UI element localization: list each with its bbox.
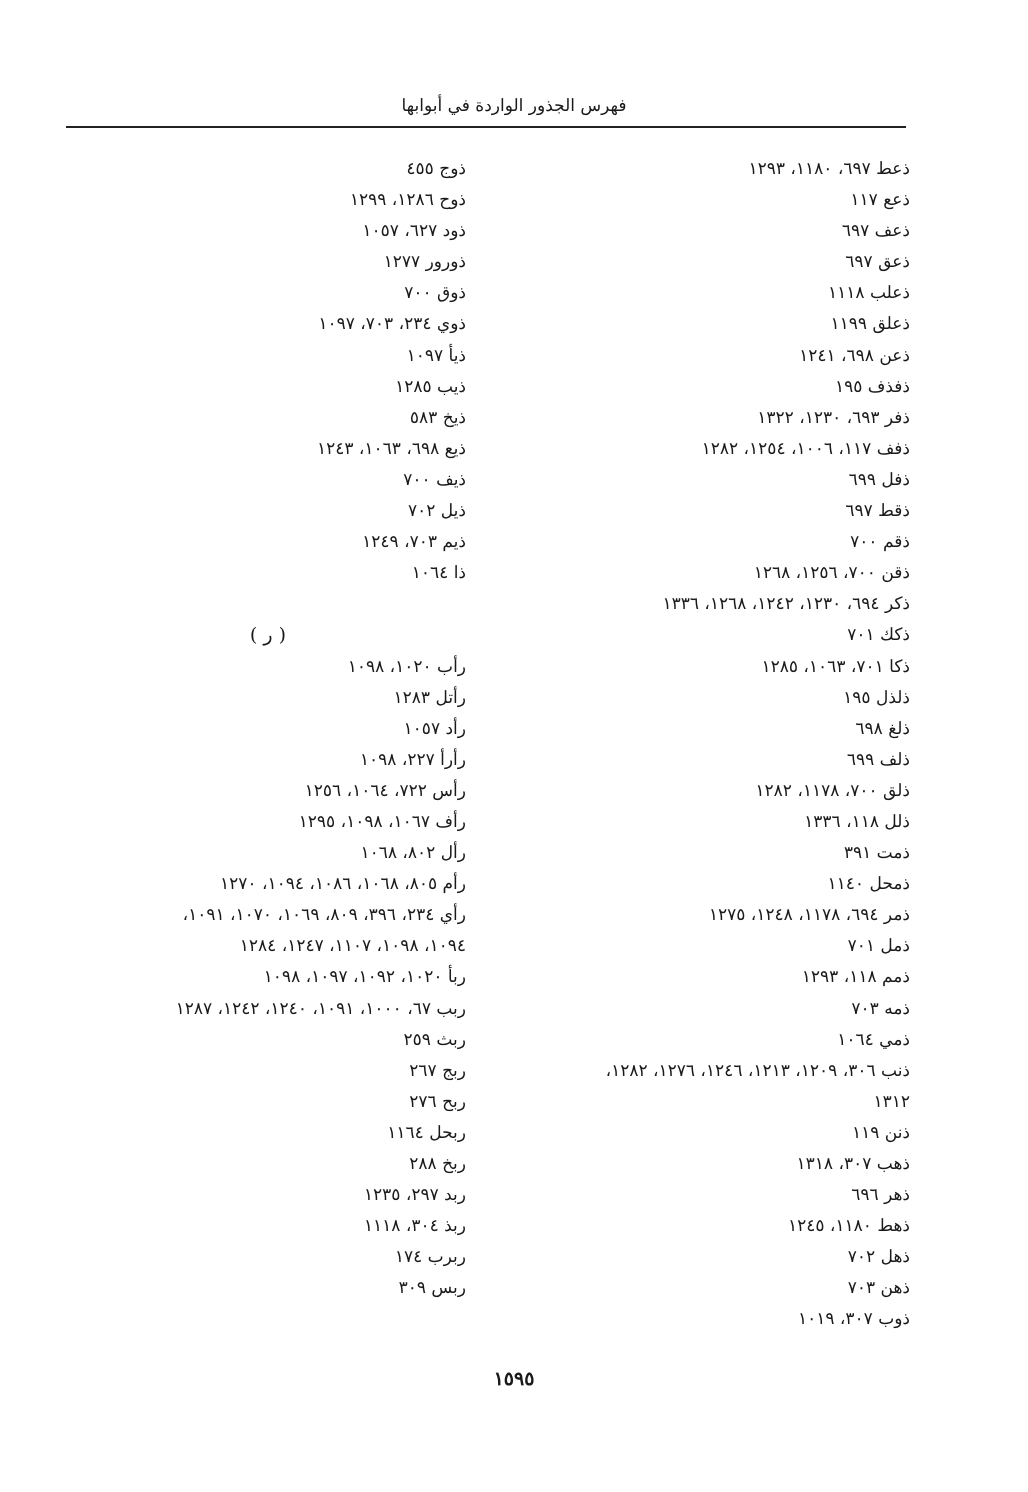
index-entry: ذيب ١٢٨٥	[395, 376, 466, 397]
index-entry: ربس ٣٠٩	[398, 1278, 466, 1299]
index-entry: ١٣١٢	[873, 1091, 910, 1112]
index-entry: ذكا ٧٠١، ١٠٦٣، ١٢٨٥	[761, 656, 910, 677]
index-entry: ذوق ٧٠٠	[404, 283, 466, 304]
index-entry: ذلذل ١٩٥	[843, 687, 910, 708]
index-entry: ربأ ١٠٢٠، ١٠٩٢، ١٠٩٧، ١٠٩٨	[263, 967, 466, 988]
index-entry: ذقم ٧٠٠	[850, 532, 910, 553]
index-entry: ذوي ٢٣٤، ٧٠٣، ١٠٩٧	[318, 314, 466, 335]
index-entry: ذعع ١١٧	[850, 190, 910, 211]
index-entry: ذعف ٦٩٧	[841, 221, 910, 242]
section-spacer	[0, 589, 466, 620]
index-entry: رأتل ١٢٨٣	[393, 687, 466, 708]
index-entry: ربب ٦٧، ١٠٠٠، ١٠٩١، ١٢٤٠، ١٢٤٢، ١٢٨٧	[175, 998, 466, 1019]
index-entry: ذفر ٦٩٣، ١٢٣٠، ١٣٢٢	[757, 407, 910, 428]
index-entry: ذوح ١٢٨٦، ١٢٩٩	[349, 190, 466, 211]
index-entry: ذوب ٣٠٧، ١٠١٩	[797, 1309, 910, 1330]
index-entry: ذيأ ١٠٩٧	[406, 345, 466, 366]
left-column-bottom-entries	[0, 652, 466, 1305]
index-entry: ربخ ٢٨٨	[409, 1154, 466, 1174]
index-entry: ذلل ١١٨، ١٣٣٦	[804, 811, 910, 832]
index-entry: رأي ٢٣٤، ٣٩٦، ٨٠٩، ١٠٦٩، ١٠٧٠، ١٠٩١،	[182, 905, 466, 926]
index-entry: ذعط ٦٩٧، ١١٨٠، ١٢٩٣	[748, 159, 910, 179]
index-entry: رأرأ ٢٢٧، ١٠٩٨	[359, 749, 466, 770]
page-header-title: فهرس الجذور الواردة في أبوابها	[401, 96, 627, 116]
index-entry: ذمحل ١١٤٠	[827, 874, 910, 895]
index-entry: ذلغ ٦٩٨	[855, 718, 910, 739]
index-entry: ذلق ٧٠٠، ١١٧٨، ١٢٨٢	[755, 780, 910, 801]
index-entry: ذفف ١١٧، ١٠٠٦، ١٢٥٤، ١٢٨٢	[701, 438, 910, 459]
index-entry: ربد ٢٩٧، ١٢٣٥	[363, 1185, 466, 1206]
index-entry: ربج ٢٦٧	[409, 1060, 466, 1081]
index-entry: ذيف ٧٠٠	[403, 469, 466, 490]
index-entry: ذهن ٧٠٣	[847, 1278, 910, 1299]
index-entry: ذهط ١١٨٠، ١٢٤٥	[787, 1216, 910, 1237]
index-entry: ربذ ٣٠٤، ١١١٨	[363, 1216, 466, 1237]
index-entry: ذمر ٦٩٤، ١١٧٨، ١٢٤٨، ١٢٧٥	[708, 905, 910, 926]
index-entry: ذنن ١١٩	[851, 1122, 910, 1143]
left-column	[0, 154, 466, 1304]
index-entry: ذنب ٣٠٦، ١٢٠٩، ١٢١٣، ١٢٤٦، ١٢٧٦، ١٢٨٢،	[605, 1060, 910, 1081]
index-entry: ذعلب ١١١٨	[828, 283, 910, 304]
index-entry: ذيع ٦٩٨، ١٠٦٣، ١٢٤٣	[316, 438, 466, 459]
index-entry: رأف ١٠٦٧، ١٠٩٨، ١٢٩٥	[298, 811, 466, 832]
index-entry: ذعق ٦٩٧	[845, 252, 910, 273]
index-entry: ربحل ١١٦٤	[387, 1122, 466, 1143]
index-entry: ذوج ٤٥٥	[406, 159, 466, 179]
index-entry: ذيل ٧٠٢	[408, 501, 466, 522]
index-entry: ذكك ٧٠١	[847, 625, 910, 646]
index-entry: ذا ١٠٦٤	[411, 563, 466, 584]
index-entry: ذهر ٦٩٦	[851, 1185, 910, 1206]
index-entry: ذمل ٧٠١	[847, 936, 910, 957]
index-entry: ذمي ١٠٦٤	[837, 1029, 910, 1050]
index-entry: ذكر ٦٩٤، ١٢٣٠، ١٢٤٢، ١٢٦٨، ١٣٣٦	[662, 594, 910, 615]
index-entry: ذقط ٦٩٧	[845, 501, 910, 522]
index-entry: ذورور ١٢٧٧	[383, 252, 466, 273]
index-entry: ذيخ ٥٨٣	[409, 407, 466, 428]
index-entry: ذلف ٦٩٩	[846, 749, 910, 770]
index-entry: ذعلق ١١٩٩	[830, 314, 910, 335]
index-entry: رأس ٧٢٢، ١٠٦٤، ١٢٥٦	[304, 780, 466, 801]
index-entry: ذفذف ١٩٥	[834, 376, 910, 397]
index-entry: ربح ٢٧٦	[409, 1091, 466, 1112]
right-column	[450, 154, 910, 1336]
left-column-top-entries	[0, 154, 466, 589]
index-entry: رأب ١٠٢٠، ١٠٩٨	[347, 656, 466, 677]
index-entry: ذمم ١١٨، ١٢٩٣	[801, 967, 910, 988]
index-entry: ذمت ٣٩١	[843, 843, 910, 864]
index-entry: ذفل ٦٩٩	[848, 469, 910, 490]
index-entry: رأد ١٠٥٧	[403, 718, 466, 739]
index-entry: ذهل ٧٠٢	[847, 1247, 910, 1268]
index-entry: ذعن ٦٩٨، ١٢٤١	[799, 345, 910, 366]
header-rule	[66, 126, 906, 128]
index-entry: رأل ٨٠٢، ١٠٦٨	[360, 843, 466, 864]
index-entry: ذيم ٧٠٣، ١٢٤٩	[362, 532, 466, 553]
index-entry: رأم ٨٠٥، ١٠٦٨، ١٠٨٦، ١٠٩٤، ١٢٧٠	[220, 874, 466, 895]
index-entry: ذقن ٧٠٠، ١٢٥٦، ١٢٦٨	[753, 563, 910, 584]
index-entry: ربرب ١٧٤	[394, 1247, 466, 1268]
index-entry: ١٠٩٤، ١٠٩٨، ١١٠٧، ١٢٤٧، ١٢٨٤	[239, 936, 466, 957]
page-number: ١٥٩٥	[493, 1368, 535, 1390]
index-entry: ذمه ٧٠٣	[851, 998, 910, 1019]
section-heading-ra: ( ر )	[249, 624, 286, 647]
index-entry: ذود ٦٢٧، ١٠٥٧	[362, 221, 466, 242]
index-entry: ربث ٢٥٩	[403, 1029, 466, 1050]
index-entry: ذهب ٣٠٧، ١٣١٨	[796, 1154, 910, 1174]
